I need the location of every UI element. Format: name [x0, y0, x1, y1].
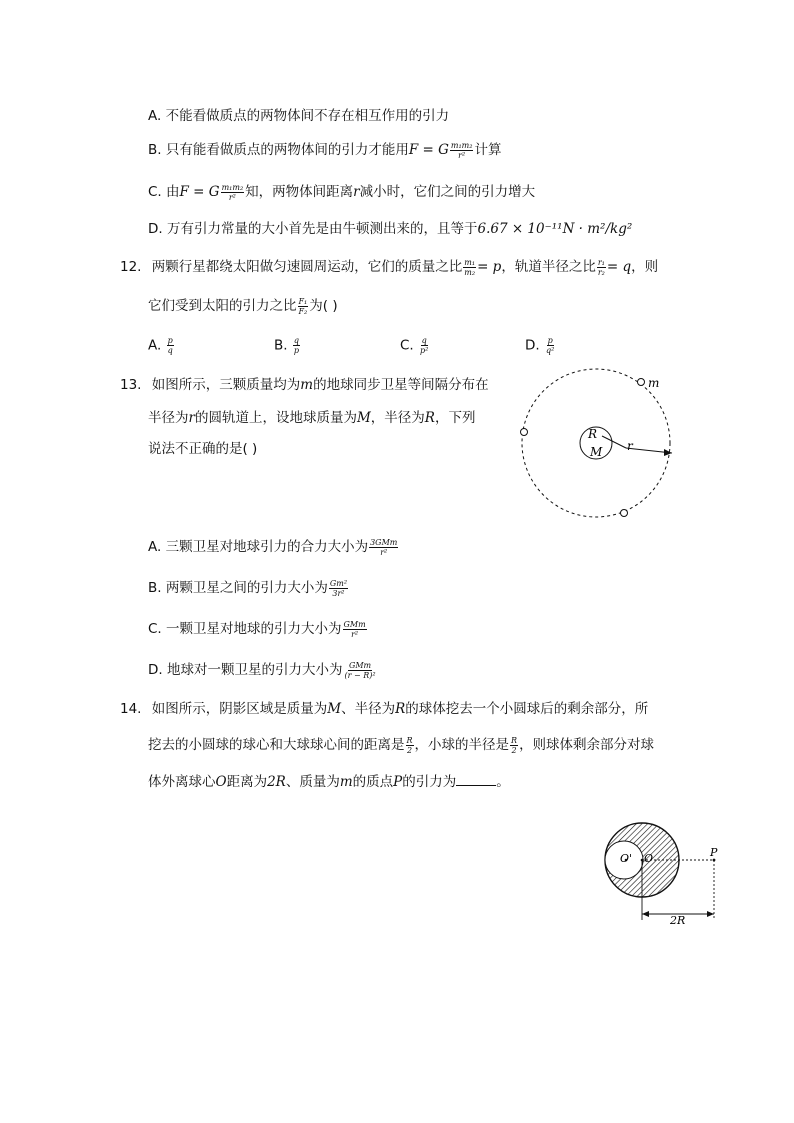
q14-text-12: 。: [496, 774, 510, 790]
q13-var-m: m: [300, 377, 314, 393]
q12-text-2: ，轨道半径之比: [501, 259, 596, 275]
satellite-left: [521, 429, 528, 436]
frac-numerator: R: [511, 735, 518, 745]
q14-var-M: M: [327, 701, 342, 717]
frac-numerator: m₁m₂: [450, 140, 473, 150]
option-fraction: [329, 579, 348, 598]
option-label: B.: [274, 337, 288, 354]
frac-numerator: Gm²: [329, 578, 348, 588]
q14-text-3: 的球体挖去一个小圆球后的剩余部分，所: [405, 701, 649, 717]
option-fraction: [293, 336, 300, 355]
q12-radius-ratio: [597, 258, 606, 277]
answer-blank[interactable]: [456, 773, 496, 786]
frac-denominator: r₂: [597, 267, 605, 277]
q11-option-c-formula: F = G: [179, 184, 220, 200]
q11-option-c-tail: 减小时，它们之间的引力增大: [359, 184, 536, 200]
q12-line-2: [148, 294, 338, 316]
q12-number: 12.: [120, 259, 142, 275]
q11-option-c-fraction: [221, 183, 245, 202]
q12-text-3: ，则: [631, 259, 659, 275]
label-o: O: [644, 852, 654, 865]
q11-option-b-tail: 计算: [474, 142, 502, 158]
frac-denominator: p²: [420, 346, 429, 355]
q12-radius-eq: = q: [606, 259, 632, 275]
frac-numerator: m₁m₂: [221, 182, 244, 192]
q11-option-b-fraction: [450, 141, 474, 160]
label-r: r: [627, 439, 633, 453]
frac-denominator: (r − R)²: [344, 670, 376, 680]
option-fraction: [369, 538, 398, 557]
frac-numerator: R: [406, 735, 413, 745]
frac-numerator: p: [547, 336, 553, 345]
frac-numerator: m₁: [464, 257, 476, 267]
option-label: A.: [148, 337, 162, 354]
label-2r: 2R: [670, 914, 686, 926]
q11-option-c-var: r: [353, 184, 360, 200]
q11-option-b-text: B. 只有能看做质点的两物体间的引力才能用: [148, 142, 409, 158]
q13-text-7: 说法不正确的是( ): [148, 441, 258, 457]
frac-numerator: 3GMm: [370, 537, 398, 547]
frac-numerator: F₁: [298, 296, 308, 306]
q13-var-R: R: [424, 410, 435, 426]
q13-text-1: 如图所示，三颗质量均为: [151, 377, 301, 393]
label-R: R: [588, 427, 598, 441]
q14-distance-fraction: [406, 736, 414, 755]
q12-mass-eq: = p: [477, 259, 502, 275]
q14-text-4: 挖去的小圆球的球心和大球球心间的距离是: [148, 737, 405, 753]
option-label: D.: [525, 337, 540, 354]
q14-text-6: ，则球体剩余部分对球: [519, 737, 655, 753]
frac-numerator: GMm: [343, 619, 366, 629]
q14-text-5: ，小球的半径是: [414, 737, 510, 753]
q11-option-a: [148, 104, 449, 124]
label-o-prime: O': [620, 852, 633, 865]
satellite-bottom: [621, 510, 628, 517]
q12-text-4: 它们受到太阳的引力之比: [148, 298, 297, 314]
arrow-head-icon: [664, 449, 672, 456]
q11-option-d-text: D. 万有引力常量的大小首先是由牛顿测出来的，且等于: [148, 221, 478, 237]
satellite-top: [638, 379, 645, 386]
q14-text-10: 的质点: [352, 774, 394, 790]
q14-text-2: 、半径为: [341, 701, 396, 717]
frac-denominator: r²: [380, 547, 388, 557]
q14-number: 14.: [120, 701, 142, 717]
q13-var-M: M: [356, 410, 371, 426]
q14-var-m: m: [339, 774, 353, 790]
q14-sphere-figure: [598, 822, 728, 926]
option-fraction: [419, 336, 429, 355]
frac-denominator: m₂: [464, 267, 476, 277]
frac-denominator: 3r²: [332, 588, 345, 598]
option-fraction: [167, 336, 174, 355]
frac-denominator: q²: [545, 346, 555, 355]
option-text: B. 两颗卫星之间的引力大小为: [148, 580, 328, 596]
q13-option-b: [148, 576, 349, 598]
q14-var-R: R: [395, 701, 406, 717]
q13-number: 13.: [120, 377, 142, 393]
q12-option-b: [274, 336, 301, 355]
q13-line-3: [148, 437, 257, 457]
q12-option-a: [148, 336, 175, 355]
q13-line-1: [120, 373, 489, 393]
q14-text-1: 如图所示，阴影区域是质量为: [151, 701, 328, 717]
q13-option-c: [148, 617, 368, 639]
q14-line-3: [148, 770, 510, 790]
q13-option-d: [148, 658, 378, 680]
frac-denominator: 2: [406, 745, 413, 755]
q13-line-2: [148, 406, 475, 426]
q11-option-a-text: A. 不能看做质点的两物体间不存在相互作用的引力: [148, 108, 450, 124]
q14-text-8: 距离为: [226, 774, 268, 790]
frac-numerator: p: [167, 336, 173, 345]
frac-denominator: r²: [458, 150, 466, 160]
option-fraction: [545, 336, 555, 355]
q12-text-1: 两颗行星都绕太阳做匀速圆周运动，它们的质量之比: [151, 259, 463, 275]
q11-option-d: [148, 217, 632, 237]
option-label: C.: [400, 337, 414, 354]
frac-numerator: q: [421, 336, 427, 345]
label-p: P: [710, 846, 718, 859]
option-text: C. 一颗卫星对地球的引力大小为: [148, 621, 342, 637]
q13-text-6: ，下列: [434, 410, 476, 426]
dim-arrow-right-icon: [707, 911, 714, 917]
option-text: A. 三颗卫星对地球引力的合力大小为: [148, 539, 369, 555]
q14-radius-fraction: [510, 736, 518, 755]
option-fraction: [343, 620, 367, 639]
frac-denominator: q: [167, 346, 173, 355]
option-text: D. 地球对一颗卫星的引力大小为: [148, 662, 343, 678]
frac-numerator: GMm: [348, 660, 372, 670]
frac-numerator: r₁: [597, 257, 605, 267]
q11-option-b: [148, 138, 501, 160]
q14-line-2: [148, 733, 654, 755]
q13-var-r: r: [188, 410, 195, 426]
q14-text-7: 体外离球心: [148, 774, 216, 790]
q11-option-d-value: 6.67 × 10⁻¹¹N · m²/kg²: [477, 221, 633, 237]
label-M: M: [590, 445, 603, 459]
option-fraction: [343, 661, 376, 680]
frac-denominator: 2: [511, 745, 517, 755]
q14-var-O: O: [215, 774, 227, 790]
frac-denominator: p: [293, 346, 299, 355]
q11-option-c-text: C. 由: [148, 184, 180, 200]
q13-orbit-figure: [515, 366, 680, 526]
frac-denominator: r²: [228, 192, 236, 202]
q12-text-5: 为( ): [309, 298, 338, 314]
q12-line-1: [120, 255, 658, 277]
frac-numerator: q: [293, 336, 299, 345]
q14-text-9: 、质量为: [285, 774, 340, 790]
q12-option-d: [525, 336, 556, 355]
q14-line-1: [120, 697, 648, 717]
frac-denominator: r²: [351, 629, 359, 639]
q11-option-b-formula: F = G: [408, 142, 449, 158]
q14-var-P: P: [393, 774, 403, 790]
q14-text-11: 的引力为: [402, 774, 457, 790]
q12-force-ratio: [298, 297, 309, 316]
q14-var-2R: 2R: [267, 774, 286, 790]
q12-option-c: [400, 336, 430, 355]
frac-denominator: F₂: [298, 306, 308, 316]
q13-text-5: ，半径为: [370, 410, 425, 426]
q11-option-c-mid: 知，两物体间距离: [245, 184, 354, 200]
q11-option-c: [148, 180, 535, 202]
q13-text-3: 半径为: [148, 410, 189, 426]
label-m: m: [648, 376, 660, 390]
q13-text-4: 的圆轨道上，设地球质量为: [194, 410, 357, 426]
q13-text-2: 的地球同步卫星等间隔分布在: [313, 377, 489, 393]
q13-option-a: [148, 535, 399, 557]
dim-arrow-left-icon: [642, 911, 649, 917]
q12-mass-ratio: [463, 258, 476, 277]
